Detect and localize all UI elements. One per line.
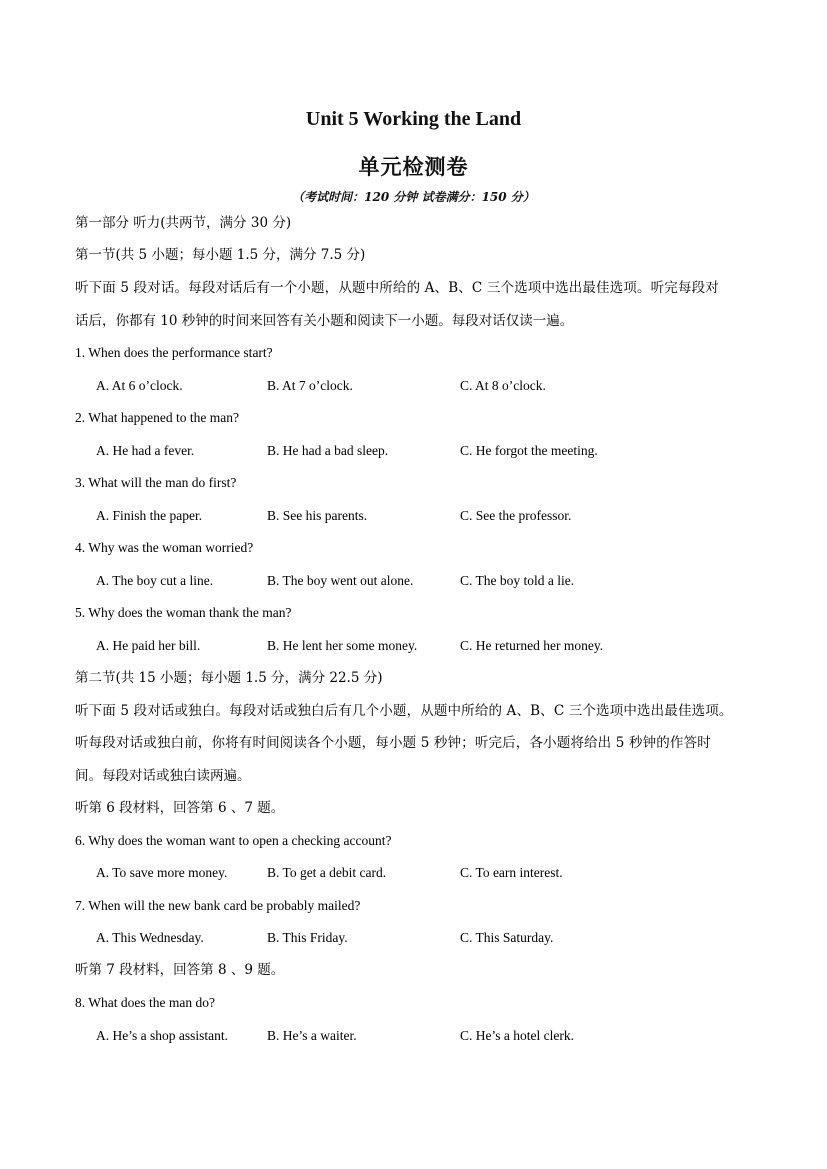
question-6-option-b: B. To get a debit card. — [267, 865, 387, 880]
section1-instruction-line1: 听下面 5 段对话。每段对话后有一个小题，从题中所给的 A、B、C 三个选项中选出最佳选项。听完每段对 — [75, 280, 719, 296]
question-2-option-a: A. He had a fever. — [96, 443, 195, 458]
question-7-option-c: C. This Saturday. — [460, 930, 554, 945]
question-1: 1. When does the performance start? — [75, 345, 273, 360]
question-8-option-c: C. He’s a hotel clerk. — [460, 1028, 574, 1043]
question-2-option-b: B. He had a bad sleep. — [267, 443, 389, 458]
question-8: 8. What does the man do? — [75, 995, 215, 1010]
question-1-option-b: B. At 7 o’clock. — [267, 378, 353, 393]
question-7-option-b: B. This Friday. — [267, 930, 348, 945]
question-1-option-a: A. At 6 o’clock. — [96, 378, 183, 393]
question-4-option-a: A. The boy cut a line. — [96, 573, 214, 588]
section2-heading: 第二节(共 15 小题；每小题 1.5 分，满分 22.5 分) — [75, 670, 383, 686]
question-2-option-c: C. He forgot the meeting. — [460, 443, 598, 458]
question-1-option-c: C. At 8 o’clock. — [460, 378, 546, 393]
question-3-option-c: C. See the professor. — [460, 508, 572, 523]
material-6-heading: 听第 6 段材料，回答第 6 、7 题。 — [75, 800, 285, 816]
section1-heading: 第一节(共 5 小题；每小题 1.5 分，满分 7.5 分) — [75, 247, 366, 263]
question-5: 5. Why does the woman thank the man? — [75, 605, 292, 620]
question-8-option-b: B. He’s a waiter. — [267, 1028, 357, 1043]
question-6-option-a: A. To save more money. — [96, 865, 228, 880]
section2-instruction-line2: 听每段对话或独白前，你将有时间阅读各个小题，每小题 5 秒钟；听完后，各小题将给出 5 秒钟的作答时 — [75, 735, 711, 751]
question-4: 4. Why was the woman worried? — [75, 540, 254, 555]
question-6-option-c: C. To earn interest. — [460, 865, 563, 880]
question-3: 3. What will the man do first? — [75, 475, 237, 490]
page-subtitle: 单元检测卷 — [358, 154, 469, 179]
section1-instruction-line2: 话后，你都有 10 秒钟的时间来回答有关小题和阅读下一小题。每段对话仅读一遍。 — [75, 313, 574, 329]
section2-instruction-line3: 间。每段对话或独白读两遍。 — [75, 768, 251, 784]
question-4-option-b: B. The boy went out alone. — [267, 573, 414, 588]
unit-title: Unit 5 Working the Land — [305, 108, 522, 130]
question-6: 6. Why does the woman want to open a checking account? — [75, 833, 392, 848]
question-7-option-a: A. This Wednesday. — [96, 930, 204, 945]
question-4-option-c: C. The boy told a lie. — [460, 573, 575, 588]
question-5-option-c: C. He returned her money. — [460, 638, 604, 653]
question-5-option-a: A. He paid her bill. — [96, 638, 201, 653]
question-2: 2. What happened to the man? — [75, 410, 239, 425]
question-3-option-a: A. Finish the paper. — [96, 508, 203, 523]
question-8-option-a: A. He’s a shop assistant. — [96, 1028, 228, 1043]
question-7: 7. When will the new bank card be probably mailed? — [75, 898, 361, 913]
material-7-heading: 听第 7 段材料，回答第 8 、9 题。 — [75, 962, 285, 978]
exam-info: （考试时间：120 分钟 试卷满分：150 分） — [292, 190, 535, 204]
section2-instruction-line1: 听下面 5 段对话或独白。每段对话或独白后有几个小题，从题中所给的 A、B、C 三个选项中选出最佳选项。 — [75, 703, 733, 719]
question-5-option-b: B. He lent her some money. — [267, 638, 418, 653]
question-3-option-b: B. See his parents. — [267, 508, 368, 523]
part1-heading: 第一部分 听力(共两节，满分 30 分) — [75, 215, 292, 231]
